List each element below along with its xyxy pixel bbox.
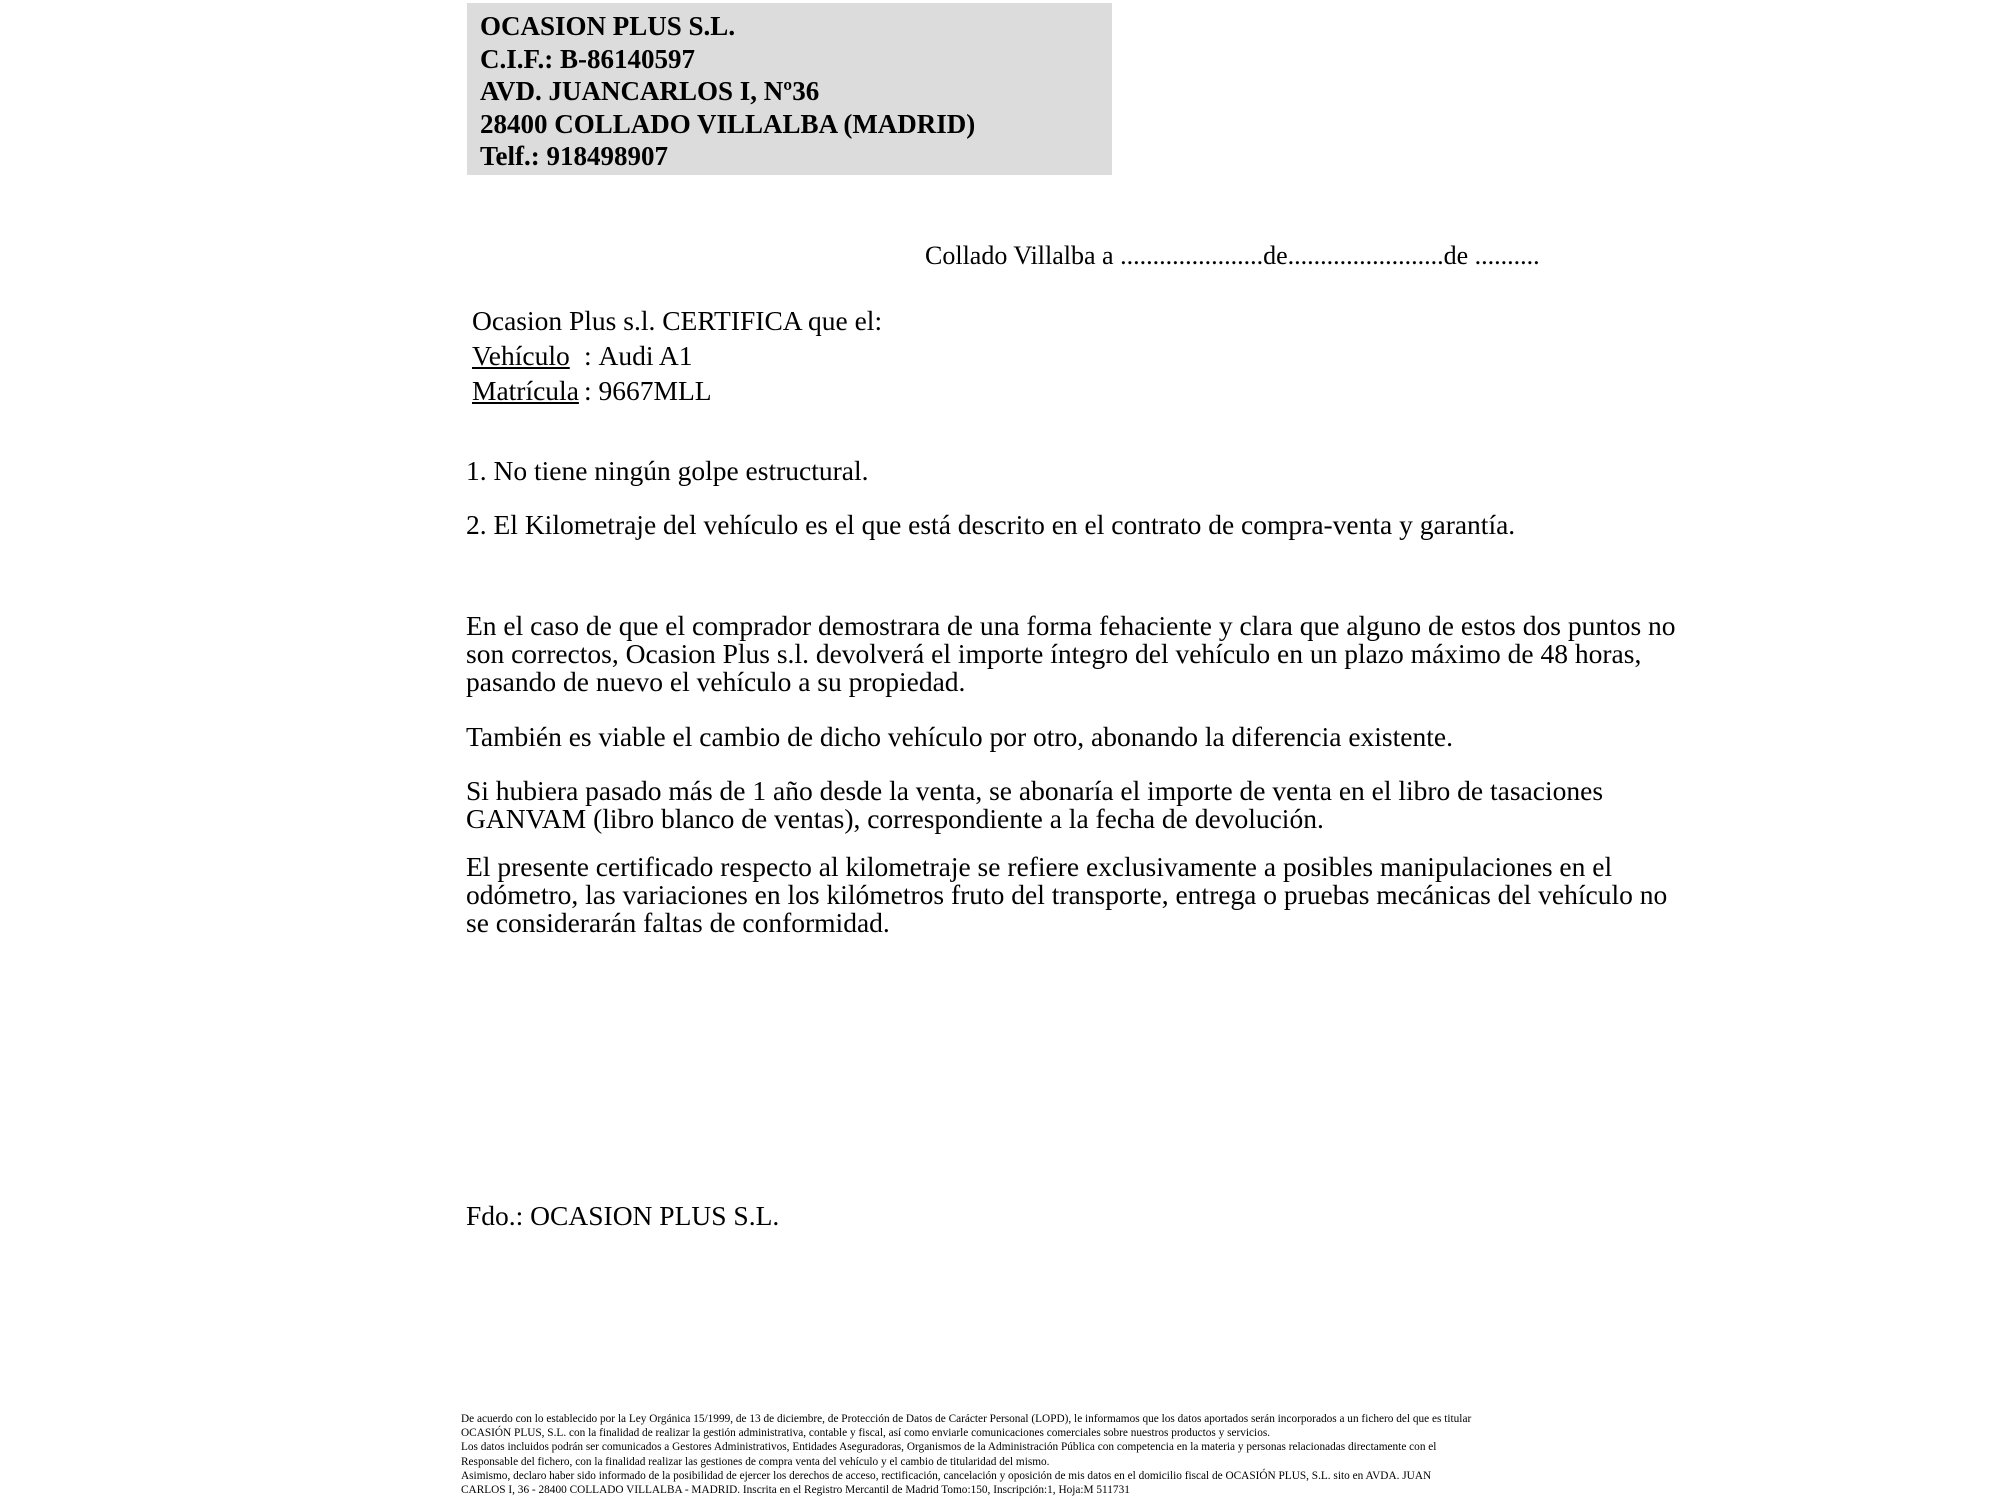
vehicle-field-label: Vehículo [472, 340, 570, 371]
certificate-block [472, 303, 882, 408]
company-city: 28400 COLLADO VILLALBA (MADRID) [480, 108, 976, 139]
vehicle-field [472, 338, 882, 373]
certificate-intro: Ocasion Plus s.l. CERTIFICA que el: [472, 305, 883, 336]
legal-line: Asimismo, declaro haber sido informado de la posibilidad de ejercer los derechos de acceso, rectificación, cancelación y oposición de mis datos en el domicilio fiscal de OCASIÓN PLUS, S.L. sito en AVDA. JUAN [461, 1469, 1432, 1482]
paragraph-refund [466, 612, 1676, 696]
paragraph-odometer-line: El presente certificado respecto al kilometraje se refiere exclusivamente a posibles manipulaciones en el [466, 851, 1613, 882]
company-header-box [467, 3, 1112, 175]
plate-field-colon: : [584, 375, 592, 406]
company-address: AVD. JUANCARLOS I, Nº36 [480, 76, 820, 106]
legal-line: CARLOS I, 36 - 28400 COLLADO VILLALBA - MADRID. Inscrita en el Registro Mercantil de Madrid Tomo:150, Inscripción:1, Hoja:M 511731 [461, 1484, 1130, 1497]
point-2: 2. El Kilometraje del vehículo es el que está descrito en el contrato de compra-venta y garantía. [466, 509, 1516, 540]
company-cif: C.I.F.: B-86140597 [480, 43, 696, 74]
paragraph-exchange-line: También es viable el cambio de dicho vehículo por otro, abonando la diferencia existente. [466, 721, 1453, 752]
paragraph-odometer-line: se considerarán faltas de conformidad. [466, 907, 890, 938]
paragraph-ganvam-line: GANVAM (libro blanco de ventas), correspondiente a la fecha de devolución. [466, 803, 1324, 834]
paragraph-exchange [466, 723, 1453, 751]
signature-line: Fdo.: OCASION PLUS S.L. [466, 1200, 780, 1231]
legal-line: De acuerdo con lo establecido por la Ley Orgánica 15/1999, de 13 de diciembre, de Protección de Datos de Carácter Personal (LOPD), le informamos que los datos aportados serán incorporados a un fichero del que es titular [461, 1413, 1472, 1425]
company-phone: Telf.: 918498907 [480, 141, 668, 171]
paragraph-ganvam [466, 777, 1603, 833]
legal-fine-print [461, 1412, 1471, 1497]
legal-line: OCASIÓN PLUS, S.L. con la finalidad de realizar la gestión administrativa, contable y fiscal, así como enviarle comunicaciones comerciales sobre nuestros productos y servicios. [461, 1427, 1271, 1440]
paragraph-refund-line: pasando de nuevo el vehículo a su propiedad. [466, 666, 966, 697]
paragraph-refund-line: En el caso de que el comprador demostrara de una forma fehaciente y clara que alguno de estos dos puntos no [466, 610, 1676, 641]
date-line: Collado Villalba a ......................de........................de .......... [925, 241, 1540, 270]
legal-line: Los datos incluidos podrán ser comunicados a Gestores Administrativos, Entidades Aseguradoras, Organismos de la Administración Pública con competencia en la materia y personas relacionadas directamente con el [461, 1441, 1437, 1454]
paragraph-refund-line: son correctos, Ocasion Plus s.l. devolverá el importe íntegro del vehículo en un plazo máximo de 48 horas, [466, 638, 1642, 669]
plate-field-label: Matrícula [472, 375, 579, 406]
point-1: 1. No tiene ningún golpe estructural. [466, 455, 869, 486]
plate-field-value: 9667MLL [598, 375, 712, 406]
paragraph-odometer-line: odómetro, las variaciones en los kilómetros fruto del transporte, entrega o pruebas mecánicas del vehículo no [466, 879, 1668, 910]
paragraph-ganvam-line: Si hubiera pasado más de 1 año desde la venta, se abonaría el importe de venta en el libro de tasaciones [466, 775, 1604, 806]
vehicle-field-value: Audi A1 [598, 340, 693, 371]
company-name: OCASION PLUS S.L. [480, 11, 736, 41]
paragraph-odometer [466, 853, 1667, 937]
plate-field [472, 373, 882, 408]
vehicle-field-colon: : [584, 340, 592, 371]
legal-line: Responsable del fichero, con la finalidad realizar las gestiones de compra venta del vehículo y el cambio de titularidad del mismo. [461, 1455, 1050, 1468]
